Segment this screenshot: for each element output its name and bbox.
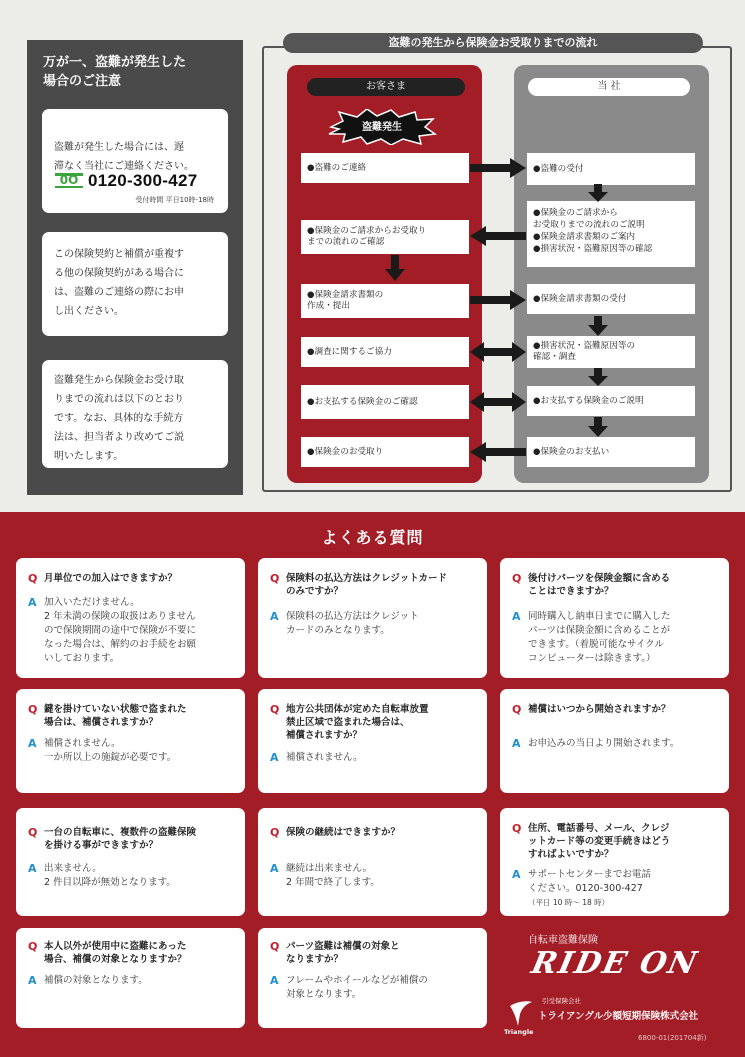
company-column [514, 65, 709, 483]
arrow-down-icon [588, 184, 608, 202]
a-icon: A [270, 610, 279, 623]
burst-label: 盗難発生 [362, 122, 402, 133]
notice-panel [27, 40, 243, 495]
company-header: 当 社 [528, 78, 690, 96]
issuer-label: 引受保険会社 [542, 997, 581, 1005]
arrow-down-icon [588, 417, 608, 437]
faq-title: よくある質問 [321, 528, 424, 547]
flow-intro-card: 盗難発生から保険金お受け取 りまでの流れは以下のとおり です。なお、具体的な手続方 法は、担当者より改めてご説 明いたします。 [42, 360, 228, 468]
faq-card [500, 808, 729, 916]
phone-row [55, 171, 197, 190]
q-icon: Q [28, 940, 38, 953]
q-icon: Q [28, 572, 38, 585]
company-step-6: ●保険金のお支払い [527, 437, 695, 467]
faq-card [16, 808, 245, 916]
q-icon: Q [270, 940, 280, 953]
faq-answer: A 補償されません。 一か所以上の施錠が必要です。 [28, 737, 177, 763]
faq-question: Q 鍵を掛けていない状態で盗まれた 場合は、補償されますか？ [28, 703, 187, 728]
flow-section [0, 0, 745, 512]
arrow-both-icon [470, 342, 526, 362]
faq-question: Q 保険の継続はできますか？ [270, 826, 401, 839]
faq-card [16, 558, 245, 678]
company-step-2: ●保険金のご請求から お受取りまでの流れのご説明 ●保険金請求書類のご案内 ●損害状況・盗難原因等の確認 [527, 201, 695, 267]
q-icon: Q [512, 572, 522, 585]
customer-step-1: ●盗難のご連絡 [301, 153, 469, 183]
faq-question: Q パーツ盗難は補償の対象と なりますか？ [270, 940, 400, 965]
triangle-logo-icon [508, 1000, 532, 1026]
q-icon: Q [270, 572, 280, 585]
company-step-5: ●お支払する保険金のご説明 [527, 386, 695, 416]
flow-title: 盗難の発生から保険金お受取りまでの流れ [283, 33, 703, 53]
faq-card [500, 689, 729, 793]
q-icon: Q [28, 826, 38, 839]
arrow-both-icon [470, 392, 526, 412]
a-icon: A [270, 862, 279, 875]
faq-answer: A フレームやホイールなどが補償の 対象となります。 [270, 974, 428, 1000]
a-icon: A [28, 974, 37, 987]
faq-answer: A 同時購入し納車日までに購入した パーツは保険金額に含めることが できます。（着脱可能なサイクル コンピューターは除きます。） [512, 610, 671, 664]
faq-answer: A サポートセンターまでお電話 ください。0120-300-427 （平日 10 時～ 18 時） [512, 868, 651, 910]
faq-question: Q 補償はいつから開始されますか？ [512, 703, 671, 716]
faq-card [258, 808, 487, 916]
faq-card [16, 689, 245, 793]
triangle-brand-label: Triangle [504, 1028, 534, 1036]
arrow-down-icon [588, 316, 608, 336]
customer-header: お客さま [307, 78, 465, 96]
customer-step-6: ●保険金のお受取り [301, 437, 469, 467]
arrow-left-icon [470, 226, 526, 246]
company-step-4: ●損害状況・盗難原因等の 確認・調査 [527, 336, 695, 368]
a-icon: A [28, 862, 37, 875]
a-icon: A [512, 737, 521, 750]
a-icon: A [270, 751, 279, 764]
faq-card [258, 689, 487, 793]
q-icon: Q [512, 822, 522, 835]
faq-question: Q 月単位での加入はできますか？ [28, 572, 178, 585]
faq-card [258, 558, 487, 678]
document-code: 6800-01(201704新) [638, 1034, 707, 1042]
faq-answer: A 補償の対象となります。 [28, 974, 148, 987]
company-step-3: ●保険金請求書類の受付 [527, 284, 695, 314]
customer-step-3: ●保険金請求書類の 作成・提出 [301, 284, 469, 318]
q-icon: Q [270, 826, 280, 839]
faq-question: Q 一台の自転車に、複数件の盗難保険 を掛ける事ができますか？ [28, 826, 197, 851]
customer-step-5: ●お支払する保険金のご確認 [301, 385, 469, 419]
a-icon: A [28, 737, 37, 750]
faq-question: Q 保険料の払込方法はクレジットカード のみですか？ [270, 572, 447, 597]
q-icon: Q [270, 703, 280, 716]
faq-answer: A 補償されません。 [270, 751, 363, 764]
a-icon: A [512, 868, 521, 881]
faq-question: Q 本人以外が使用中に盗難にあった 場合、補償の対象となりますか？ [28, 940, 187, 965]
phone-hours: 受付時間 平日10時-18時 [135, 196, 214, 204]
faq-answer: A 継続は出来ません。 2 年間で終了します。 [270, 862, 380, 888]
faq-answer: A お申込みの当日より開始されます。 [512, 737, 680, 750]
arrow-down-icon [385, 255, 405, 281]
support-hours: （平日 10 時～ 18 時） [528, 898, 610, 907]
a-icon: A [512, 610, 521, 623]
faq-card [258, 928, 487, 1028]
company-step-1: ●盗難の受付 [527, 153, 695, 185]
arrow-left-icon [470, 442, 526, 462]
customer-step-4: ●調査に関するご協力 [301, 337, 469, 367]
contact-text: 盗難が発生した場合には、遅 滞なく当社にご連絡ください。 [54, 142, 194, 172]
phone-number[interactable]: 0120-300-427 [88, 171, 198, 190]
contact-card [42, 109, 228, 213]
faq-answer: A 保険料の払込方法はクレジット カードのみとなります。 [270, 610, 419, 636]
issuer-name: トライアングル少額短期保険株式会社 [538, 1011, 699, 1022]
free-dial-icon: 0O [55, 173, 83, 188]
faq-answer: A 加入いただけません。 2 年未満の保険の取扱はありません ので保険期間の途中で保険が不要に なった場合は、解約のお手続をお願 いしております。 [28, 596, 197, 664]
customer-step-2: ●保険金のご請求からお受取り までの流れのご確認 [301, 220, 469, 254]
a-icon: A [270, 974, 279, 987]
q-icon: Q [28, 703, 38, 716]
product-label: 自転車盗難保険 [528, 935, 598, 946]
faq-question: Q 住所、電話番号、メール、クレジ ットカード等の変更手続きはどう すればよいですか？ [512, 822, 671, 860]
faq-question: Q 後付けパーツを保険金額に含める ことはできますか？ [512, 572, 671, 597]
q-icon: Q [512, 703, 522, 716]
duplicate-insurance-card: この保険契約と補償が重複す る他の保険契約がある場合に は、盗難のご連絡の際にお申 し出ください。 [42, 232, 228, 336]
arrow-right-icon [470, 158, 526, 178]
faq-card [500, 558, 729, 678]
arrow-down-icon [588, 368, 608, 386]
arrow-right-icon [470, 290, 526, 310]
a-icon: A [28, 596, 37, 609]
faq-answer: A 出来ません。 2 件目以降が無効となります。 [28, 862, 176, 888]
ride-on-logo: RIDE ON [528, 946, 702, 981]
notice-heading: 万が一、盗難が発生した 場合のご注意 [43, 55, 187, 89]
faq-question: Q 地方公共団体が定めた自転車放置 禁止区域で盗まれた場合は、 補償されますか？ [270, 703, 429, 741]
faq-card [16, 928, 245, 1028]
